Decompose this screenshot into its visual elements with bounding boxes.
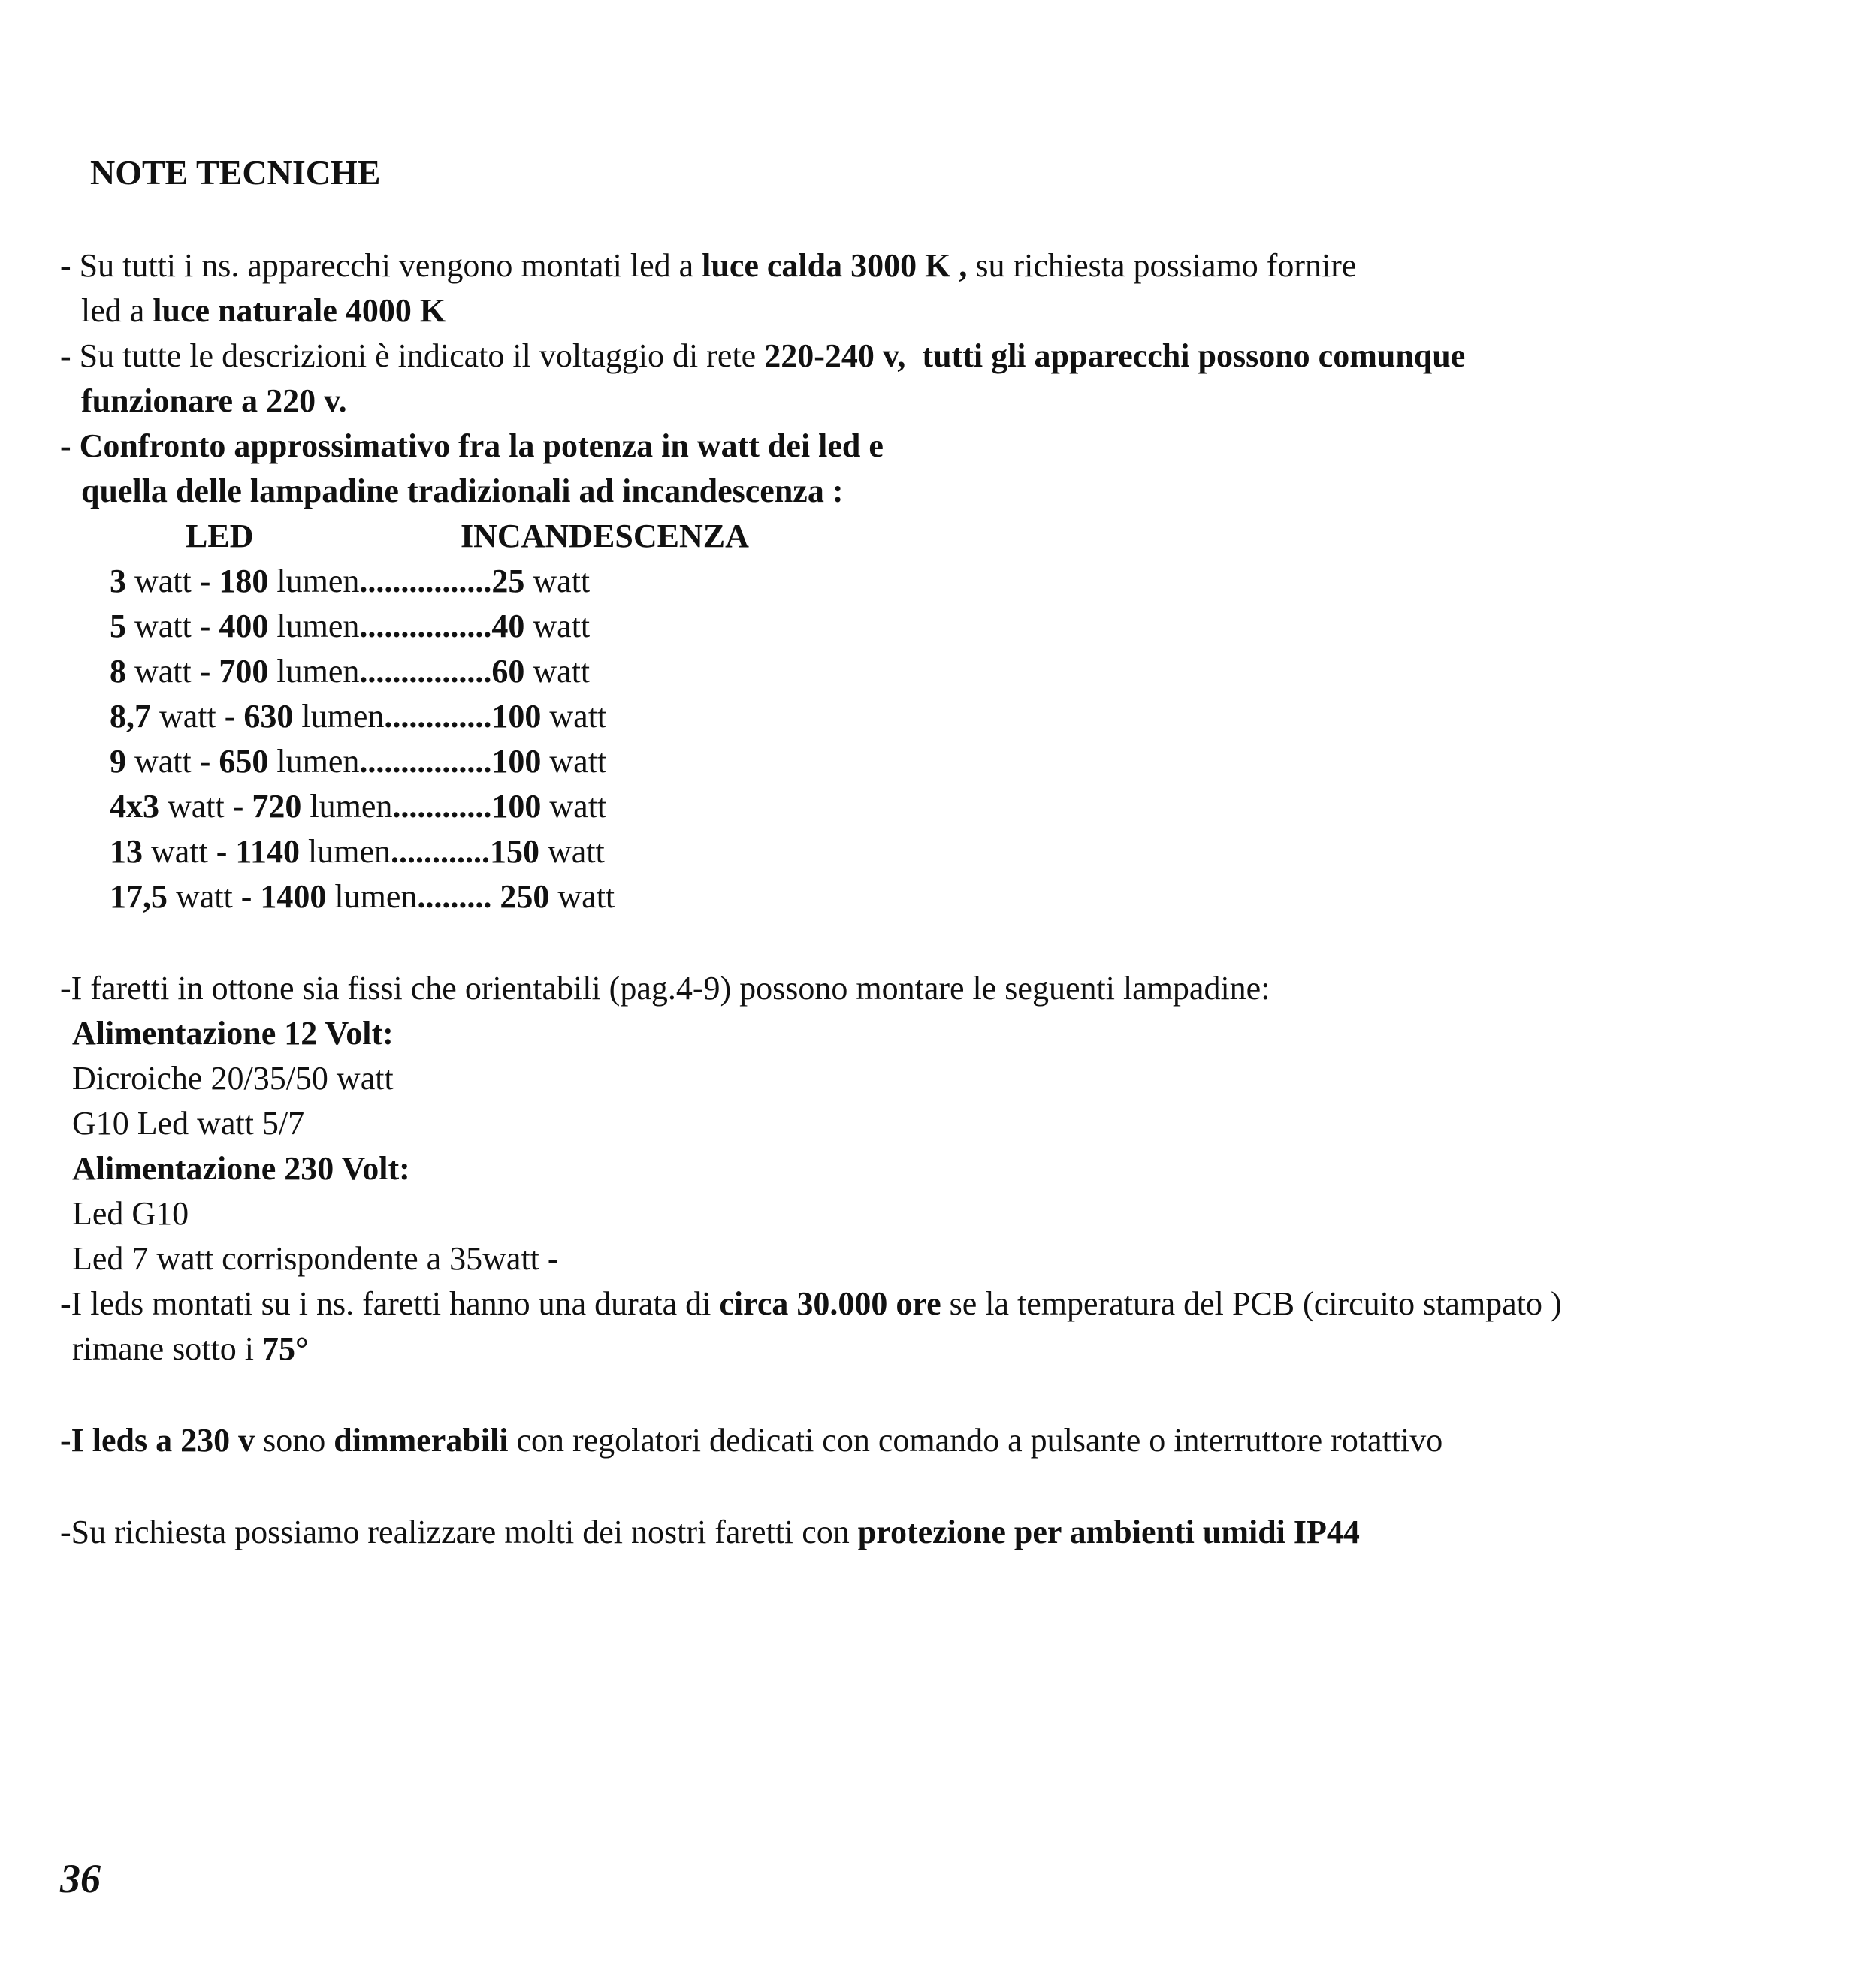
unit: watt bbox=[168, 878, 233, 915]
text-bold: luce naturale 4000 K bbox=[153, 292, 446, 329]
incandescent-watt: 250 bbox=[491, 878, 550, 915]
text-bold: leds a 230 v bbox=[92, 1422, 255, 1459]
lumen-value: 400 bbox=[219, 608, 269, 644]
text-segment: led a bbox=[81, 292, 153, 329]
heading-12-volt: Alimentazione 12 Volt: bbox=[72, 1015, 394, 1052]
text-bold: dimmerabili bbox=[334, 1422, 509, 1459]
list-item: Led 7 watt corrispondente a 35watt - bbox=[72, 1240, 559, 1277]
column-header-incandescenza: INCANDESCENZA bbox=[461, 518, 749, 554]
leader-dots: ................ bbox=[359, 743, 492, 780]
unit: lumen bbox=[268, 563, 360, 599]
note-dimmer bbox=[60, 1420, 1442, 1462]
note-led-color-line2 bbox=[81, 290, 446, 332]
led-watt: 4x3 bbox=[110, 788, 159, 825]
page-number: 36 bbox=[60, 1856, 101, 1901]
lumen-value: 180 bbox=[219, 563, 269, 599]
table-row bbox=[110, 831, 605, 873]
note-durata-line1 bbox=[60, 1283, 1562, 1325]
leader-dots: ................ bbox=[359, 608, 492, 644]
unit: watt bbox=[143, 833, 208, 870]
led-watt: 8 bbox=[110, 653, 126, 690]
note-voltage-line2: funzionare a 220 v. bbox=[81, 382, 347, 419]
list-item: Led G10 bbox=[72, 1195, 189, 1232]
note-ip44 bbox=[60, 1511, 1360, 1553]
bullet-dash: - bbox=[60, 247, 80, 284]
separator: - bbox=[224, 788, 252, 825]
separator: - bbox=[191, 743, 219, 780]
lumen-value: 630 bbox=[243, 698, 294, 735]
note-comparison-line1: - Confronto approssimativo fra la potenza in watt dei led e bbox=[60, 427, 884, 464]
leader-dots: ................ bbox=[359, 563, 492, 599]
page-title: NOTE TECNICHE bbox=[90, 153, 381, 192]
lumen-value: 650 bbox=[219, 743, 269, 780]
leader-dots: ......... bbox=[417, 878, 492, 915]
leader-dots: ............. bbox=[384, 698, 492, 735]
lumen-value: 1140 bbox=[235, 833, 300, 870]
list-item: Dicroiche 20/35/50 watt bbox=[72, 1060, 394, 1097]
text-bold: protezione per ambienti umidi IP44 bbox=[857, 1514, 1360, 1550]
separator: - bbox=[232, 878, 261, 915]
lumen-value: 1400 bbox=[260, 878, 327, 915]
unit: lumen bbox=[301, 788, 393, 825]
led-watt: 17,5 bbox=[110, 878, 168, 915]
table-row bbox=[110, 560, 590, 602]
unit: watt bbox=[541, 788, 607, 825]
leader-dots: ................ bbox=[359, 653, 492, 690]
lumen-value: 720 bbox=[252, 788, 302, 825]
separator: - bbox=[191, 608, 219, 644]
table-row bbox=[110, 876, 615, 918]
table-row bbox=[110, 741, 606, 783]
separator: - bbox=[216, 698, 244, 735]
table-row bbox=[110, 696, 606, 738]
text-bold: -I bbox=[60, 1422, 92, 1459]
separator: - bbox=[191, 653, 219, 690]
unit: watt bbox=[541, 698, 607, 735]
text-bold: circa 30.000 ore bbox=[719, 1285, 941, 1322]
text-bold: 75° bbox=[261, 1330, 309, 1367]
led-watt: 5 bbox=[110, 608, 126, 644]
list-item: G10 Led watt 5/7 bbox=[72, 1105, 305, 1142]
led-watt: 9 bbox=[110, 743, 126, 780]
unit: lumen bbox=[268, 743, 360, 780]
separator: - bbox=[207, 833, 236, 870]
unit: lumen bbox=[300, 833, 391, 870]
incandescent-watt: 150 bbox=[489, 833, 539, 870]
unit: watt bbox=[159, 788, 225, 825]
unit: watt bbox=[549, 878, 615, 915]
incandescent-watt: 100 bbox=[491, 698, 542, 735]
text-segment: con regolatori dedicati con comando a pulsante o interruttore rotattivo bbox=[508, 1422, 1443, 1459]
table-row bbox=[110, 786, 606, 828]
incandescent-watt: 40 bbox=[491, 608, 525, 644]
text-segment: -Su richiesta possiamo realizzare molti dei nostri faretti con bbox=[60, 1514, 858, 1550]
note-durata-line2 bbox=[72, 1328, 309, 1370]
text-bold: 220-240 v, tutti gli apparecchi possono comunque bbox=[764, 337, 1466, 374]
unit: watt bbox=[126, 743, 192, 780]
lumen-value: 700 bbox=[219, 653, 269, 690]
incandescent-watt: 60 bbox=[491, 653, 525, 690]
separator: - bbox=[191, 563, 219, 599]
text-segment: Su tutte le descrizioni è indicato il voltaggio di rete bbox=[79, 337, 765, 374]
unit: watt bbox=[524, 653, 591, 690]
text-segment: se la temperatura del PCB (circuito stampato ) bbox=[941, 1285, 1562, 1322]
bullet-dash: - bbox=[60, 337, 80, 374]
note-comparison-line2: quella delle lampadine tradizionali ad incandescenza : bbox=[81, 472, 844, 509]
unit: watt bbox=[541, 743, 607, 780]
unit: watt bbox=[524, 608, 591, 644]
unit: watt bbox=[126, 563, 192, 599]
leader-dots: ............ bbox=[390, 833, 490, 870]
unit: watt bbox=[126, 653, 192, 690]
text-segment: -I leds montati su i ns. faretti hanno una durata di bbox=[60, 1285, 720, 1322]
incandescent-watt: 100 bbox=[491, 743, 542, 780]
faretti-intro: -I faretti in ottone sia fissi che orientabili (pag.4-9) possono montare le seguenti lampadine: bbox=[60, 970, 1270, 1007]
text-segment: sono bbox=[255, 1422, 334, 1459]
unit: lumen bbox=[293, 698, 385, 735]
unit: lumen bbox=[268, 653, 360, 690]
heading-230-volt: Alimentazione 230 Volt: bbox=[72, 1150, 410, 1187]
unit: lumen bbox=[268, 608, 360, 644]
text-segment: su richiesta possiamo fornire bbox=[967, 247, 1357, 284]
unit: lumen bbox=[326, 878, 418, 915]
unit: watt bbox=[539, 833, 605, 870]
text-bold: luce calda 3000 K , bbox=[702, 247, 968, 284]
incandescent-watt: 100 bbox=[491, 788, 542, 825]
incandescent-watt: 25 bbox=[491, 563, 525, 599]
led-watt: 13 bbox=[110, 833, 143, 870]
unit: watt bbox=[151, 698, 216, 735]
note-led-color-line1 bbox=[60, 245, 1356, 287]
table-row bbox=[110, 605, 590, 647]
leader-dots: ............ bbox=[392, 788, 492, 825]
unit: watt bbox=[524, 563, 591, 599]
led-watt: 3 bbox=[110, 563, 126, 599]
led-watt: 8,7 bbox=[110, 698, 151, 735]
text-segment: rimane sotto i bbox=[72, 1330, 262, 1367]
column-header-led: LED bbox=[186, 518, 254, 554]
unit: watt bbox=[126, 608, 192, 644]
table-row bbox=[110, 650, 590, 693]
note-voltage-line1 bbox=[60, 335, 1465, 377]
text-segment: Su tutti i ns. apparecchi vengono montati led a bbox=[79, 247, 702, 284]
